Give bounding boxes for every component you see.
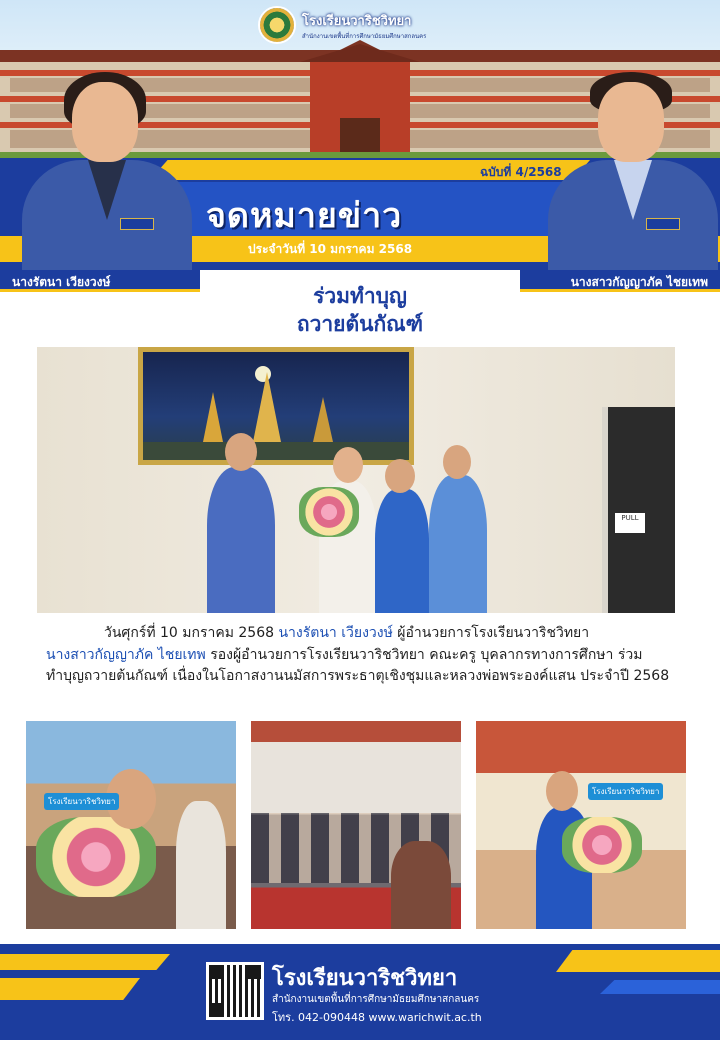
footer-office: สำนักงานเขตพื้นที่การศึกษามัธยมศึกษาสกลนคร: [272, 994, 480, 1005]
qr-code-icon[interactable]: [206, 962, 264, 1020]
footer-school-name: โรงเรียนวาริชวิทยา: [272, 966, 458, 991]
article-body-lead: วันศุกร์ที่ 10 มกราคม 2568: [104, 625, 279, 641]
gallery-1-sign: โรงเรียนวาริชวิทยา: [44, 793, 119, 810]
director-name-link: นางรัตนา เวียงวงษ์: [278, 625, 393, 641]
footer-contact: โทร. 042-090448 www.warichwit.ac.th: [272, 1011, 482, 1024]
newsletter-date: ประจำวันที่ 10 มกราคม 2568: [248, 242, 413, 256]
logo-school-name: โรงเรียนวาริชวิทยา: [302, 13, 412, 29]
school-seal-icon: [258, 6, 296, 44]
logo-school-subtitle: สำนักงานเขตพื้นที่การศึกษามัธยมศึกษาสกลนคร: [302, 32, 427, 40]
door: [602, 407, 675, 613]
gallery-photo-1: [26, 721, 236, 929]
deputy-director-name-tag: นางสาวกัญญาภัค ไชยเทพ: [520, 270, 720, 292]
newsletter-footer: [0, 944, 720, 1040]
director-portrait: [22, 70, 192, 270]
photo-gallery: [26, 721, 686, 931]
main-event-photo: [37, 347, 675, 613]
article-body: [46, 623, 676, 688]
door-pull-sign: PULL: [615, 513, 645, 533]
group-of-people: [207, 433, 487, 613]
article-body-part-2: ผู้อำนวยการโรงเรียนวาริชวิทยา: [392, 625, 590, 641]
newsletter-header: [0, 0, 720, 292]
issue-number: ฉบับที่ 4/2568: [480, 165, 562, 179]
article-body-part-3: รองผู้อำนวยการโรงเรียนวาริชวิทยา คณะครู บุคลากรทางการศึกษา ร่วมทำบุญถวายต้นกัณฑ์ เนื่องในโอกาสงานนมัสการพระธาตุเชิงชุมและหลวงพ่อพระองค์แสน ประจำปี 2568: [46, 646, 670, 684]
deputy-director-portrait: [548, 70, 718, 270]
newsletter-title: จดหมายข่าว: [206, 196, 403, 236]
school-logo-block: [258, 6, 426, 44]
gallery-photo-2: [251, 721, 461, 929]
gallery-3-sign: โรงเรียนวาริชวิทยา: [588, 783, 663, 800]
gallery-photo-3: [476, 721, 686, 929]
headline-line-1: ร่วมทำบุญ: [313, 284, 407, 308]
headline-line-2: ถวายต้นกัณฑ์: [296, 312, 424, 336]
director-name-tag: นางรัตนา เวียงวงษ์: [0, 270, 200, 292]
article-headline: [160, 282, 560, 338]
deputy-director-name-link: นางสาวกัญญาภัค ไชยเทพ: [46, 646, 206, 663]
